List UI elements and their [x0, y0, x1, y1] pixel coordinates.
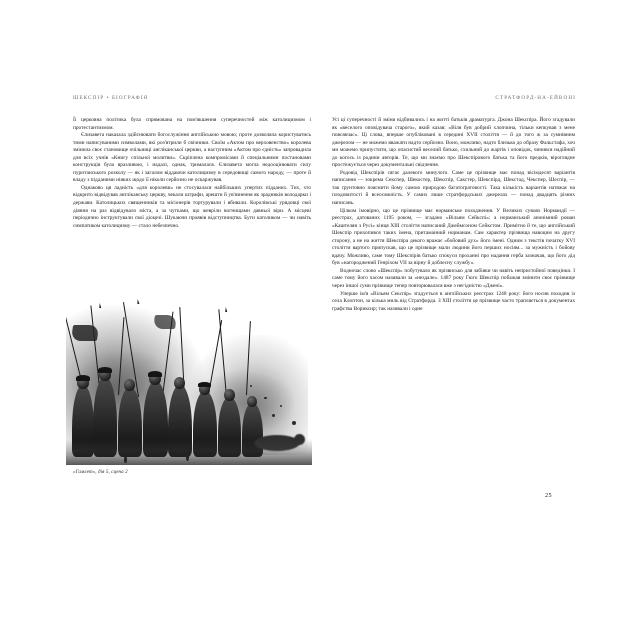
- figure-helmet: [76, 375, 90, 381]
- right-page: [330, 95, 582, 525]
- ink-wash-battle-illustration: [66, 295, 312, 465]
- ink-splatter-4: [292, 421, 296, 425]
- ink-splatter-3: [264, 397, 267, 400]
- paragraph: Водночас слово «Шекспір» побутувало як прізвисько для забіяки чи навіть непристойної поведінки. І саме тому його часом називали за «нездале». 1487 року Гюго Шекспір побажав змінити своє прізвище через іншої суми прізвище тепер повторювалася вже з негідністю «Джені».: [332, 267, 575, 290]
- figure-head: [224, 389, 235, 401]
- paragraph: Цілком імовірно, що це прізвище має норманське походження. У Великих сувоях Нормандії — реєстрах, датованих 1195 роком, — згадано «Вільям Сейкспі»: а норманський анонімний роман «Каштелян з Русі» кінця XIII століття написаний Джеймсоном Сейкстом. Примітно й те, що англійський Шекспір прихопився таких імена, притаманний норманам. Сам характер прізвища навоцим на другу сторону, а не на життя Шекспіра декого вражає «бойовий дух» його імені. Одним з текстів початку XVI століття вартого припускав, що це прізвище мали людини його перших носіям... за мужність і бойову вдачу. Можливо, саме тому Шекспірів батько спокуси проханні про надання герба зазначав, що його дід був «нагороджений Генріхом VII за вірну й доблесну службу».: [332, 207, 575, 267]
- paragraph: Родовід Шекспірів сягає далекого минулого. Саме це прізвище має понад вісімдесят варіантів написання — зокрема Секспер, Шекостер, Шекспір, Сакстер, Шекспірд, Шекстад, Чекспер, Шеспір, — так ґрунтовно пояснити йому самою природою багатоґратовості. Така кількість варіантів натяжає на плодовитості й всеосяжність. У самих лише стратфордських джерелах — понад двадцять різних написань.: [332, 169, 575, 207]
- ink-drip-1: [186, 452, 189, 461]
- ink-drip-2: [124, 456, 127, 463]
- paragraph: Уперше ім'я «Вільям Секспір» згадується в англійських реєстрах 1248 року: його носив походив із села Клоптон, за кілька миль від Стратфорда. З XIII століття це прізвище часто трапляється в документах графства Вориксир; так називали і одне: [332, 290, 575, 312]
- ink-splatter-5: [250, 385, 252, 387]
- illustration-canvas: [66, 295, 312, 465]
- figure-head: [174, 377, 185, 389]
- running-head-left: ШЕКСПІР • БІОГРАФІЯ: [73, 95, 149, 101]
- banner-2: [153, 315, 177, 329]
- illustration-caption: «Гамлет», дія 5, сцена 2: [73, 470, 128, 475]
- running-head-right: СТРАТФОРД-НА-ЕЙВОНІ: [495, 95, 576, 101]
- ground-shadow: [66, 439, 312, 465]
- figure-helmet: [98, 367, 112, 373]
- paragraph: Усі ці суперечності й зміни відбивались і на житті батьків драматурга. Джона Шекспіра. Його згадували як «веселого оповідувача старого», який казав: «Віля був добрий хлопчина, тільки кепкував з мене повсякчас». Ці слова, вперше опубліковані в середині XVII століття — й до того ж за сумнівним джерелом — не можемо вважати надто серйозно. Воно, можливо, надто близько до образу Фальстафа, хоч ми можемо припустити, що опасистий веселий батько, схильний до жартів і оповідок, чинився надійний до когось із родини авторів. Те, що ми знаємо про Шекспірового батька та його предків, віроглядне простежується через документальні свідчення.: [332, 117, 575, 169]
- ink-splatter-2: [280, 405, 282, 407]
- figure-helmet: [198, 382, 211, 387]
- paragraph: Її церковна політика була спрямована на пом'якшення суперечностей між католицизмом і протестантизмом.: [73, 117, 311, 131]
- spear-tip-2: [137, 299, 140, 304]
- figure-head: [124, 379, 135, 391]
- figure-helmet: [148, 371, 162, 377]
- spear-tip-3: [225, 307, 227, 312]
- spear-tip-1: [99, 303, 102, 308]
- paragraph: Єлизавета наказала здійснювати богослужіння англійською мовою; проте дозволяла користуватись тими написуваними символами, які роз'ятрили б свічники. Своїм «Актом про верховенство» королева змінила своє становище очільниці англіканської церкви, а наступним «Актом про єдність» запровадила для всіх учнів «Книгу спільної молитви». Скріплена компромісами й спеціальними постановами конструкція була вразливою, і надалі, однак, трималася. Єлизавета могла недооцінювати силу пуританського розколу — як і загалом віддаючи католицизму в середовищі самого народу, — проте й владу з підданими ніяких щодо її ніколи серйозно не оскаржував.: [73, 132, 311, 184]
- paragraph: Однаково ця ладність «для королеви» не стосувалася найбільших упертих підданих. Тих, хто відкрито відвідував англіканську церкву, чекали штрафи, арешти й ув'язнення як зрадників володарки і держави. Католицьких священників та місіонерів тортурували і вбивали. Королівські урядовці свої діяння на раз відвідувало міста, а за чутками, що жевріли вогнищами давньої віри. А місцеві періодично інструктували свої діоцезі. Шукаючи проявів відступництва. Бути католиком — чи навіть симпатиком католицизму — стало небезпечно.: [73, 184, 311, 229]
- figure-head: [247, 396, 257, 407]
- page-number: 25: [545, 492, 552, 499]
- banner-1: [71, 325, 99, 341]
- left-page-body: [63, 117, 311, 230]
- right-page-body: [330, 117, 575, 313]
- ink-splatter-1: [272, 414, 275, 417]
